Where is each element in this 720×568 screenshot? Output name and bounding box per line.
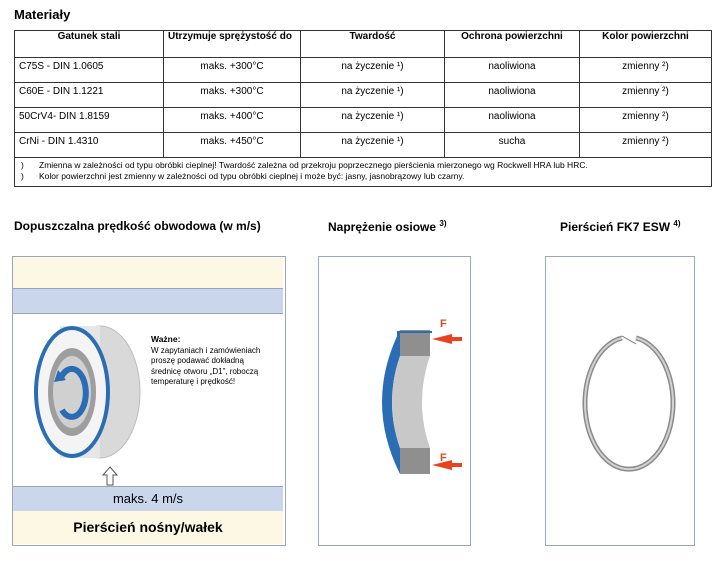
cell-color: zmienny ²) bbox=[580, 108, 712, 133]
footnote-text: Zmienna w zależności od typu obróbki cieplnej! Twardość zależna od przekroju poprzecznego pierścienia mierzonego wg Rockwell HRA lub HRC. bbox=[39, 160, 588, 170]
table-notes bbox=[15, 158, 712, 187]
cell-protection: sucha bbox=[445, 133, 580, 158]
heading-axial-stress-sup: 3) bbox=[439, 219, 447, 228]
heading-peripheral-speed: Dopuszczalna prędkość obwodowa (w m/s) bbox=[14, 219, 261, 233]
speed-label: maks. 4 m/s bbox=[13, 486, 283, 512]
table-row bbox=[15, 133, 712, 158]
cell-protection: naoliwiona bbox=[445, 83, 580, 108]
cell-grade: 50CrV4- DIN 1.8159 bbox=[15, 108, 164, 133]
col-header-hardness: Twardość bbox=[301, 31, 445, 58]
snap-ring-illustration bbox=[578, 330, 680, 480]
cell-color: zmienny ²) bbox=[580, 83, 712, 108]
cell-hardness: na życzenie ¹) bbox=[301, 108, 445, 133]
footnote-2 bbox=[21, 171, 705, 182]
heading-ring-fk7-sup: 4) bbox=[673, 219, 681, 228]
footnote-1 bbox=[21, 160, 705, 171]
cell-temperature: maks. +300°C bbox=[164, 58, 301, 83]
arrow-up-icon bbox=[102, 466, 118, 486]
cell-protection: naoliwiona bbox=[445, 58, 580, 83]
cell-grade: CrNi - DIN 1.4310 bbox=[15, 133, 164, 158]
section-title-materials: Materiały bbox=[14, 7, 71, 22]
table-row bbox=[15, 58, 712, 83]
axial-stress-illustration bbox=[360, 318, 470, 486]
cell-temperature: maks. +300°C bbox=[164, 83, 301, 108]
cell-hardness: na życzenie ¹) bbox=[301, 58, 445, 83]
bearing-ring-illustration bbox=[30, 322, 145, 482]
cell-grade: C75S - DIN 1.0605 bbox=[15, 58, 164, 83]
panel-top-band bbox=[13, 257, 283, 288]
cell-hardness: na życzenie ¹) bbox=[301, 83, 445, 108]
table-row bbox=[15, 108, 712, 133]
cell-temperature: maks. +450°C bbox=[164, 133, 301, 158]
important-note-text: W zapytaniach i zamówieniach proszę podawać dokładną średnicę otworu „D1”, roboczą temperaturę i prędkość! bbox=[151, 345, 261, 386]
force-arrow-top-icon bbox=[432, 334, 452, 344]
table-row bbox=[15, 83, 712, 108]
heading-ring-fk7 bbox=[560, 219, 681, 234]
materials-table bbox=[14, 30, 712, 187]
cell-grade: C60E - DIN 1.1221 bbox=[15, 83, 164, 108]
footnote-mark: ) bbox=[21, 171, 24, 181]
table-header-row bbox=[15, 31, 712, 58]
footnote-text: Kolor powierzchni jest zmienny w zależności od typu obróbki cieplnej i może być: jasny, jasnobrązowy lub czarny. bbox=[39, 171, 465, 181]
cell-protection: naoliwiona bbox=[445, 108, 580, 133]
shaft-bar-top bbox=[13, 288, 283, 314]
cell-color: zmienny ²) bbox=[580, 58, 712, 83]
ring-shaft-label: Pierścień nośny/wałek bbox=[13, 511, 283, 544]
table-notes-row bbox=[15, 158, 712, 187]
important-note-title: Ważne: bbox=[151, 334, 181, 344]
col-header-temperature: Utrzymuje sprężystość do bbox=[164, 31, 301, 58]
important-note bbox=[151, 334, 269, 388]
col-header-color: Kolor powierzchni bbox=[580, 31, 712, 58]
cell-temperature: maks. +400°C bbox=[164, 108, 301, 133]
footnote-mark: ) bbox=[21, 160, 24, 170]
force-label-top: F bbox=[440, 318, 447, 330]
cell-color: zmienny ²) bbox=[580, 133, 712, 158]
heading-axial-stress-text: Naprężenie osiowe bbox=[328, 220, 437, 234]
col-header-protection: Ochrona powierzchni bbox=[445, 31, 580, 58]
col-header-grade: Gatunek stali bbox=[15, 31, 164, 58]
force-label-bottom: F bbox=[440, 452, 447, 464]
heading-ring-fk7-text: Pierścień FK7 ESW bbox=[560, 220, 671, 234]
heading-axial-stress bbox=[328, 219, 447, 234]
cell-hardness: na życzenie ¹) bbox=[301, 133, 445, 158]
